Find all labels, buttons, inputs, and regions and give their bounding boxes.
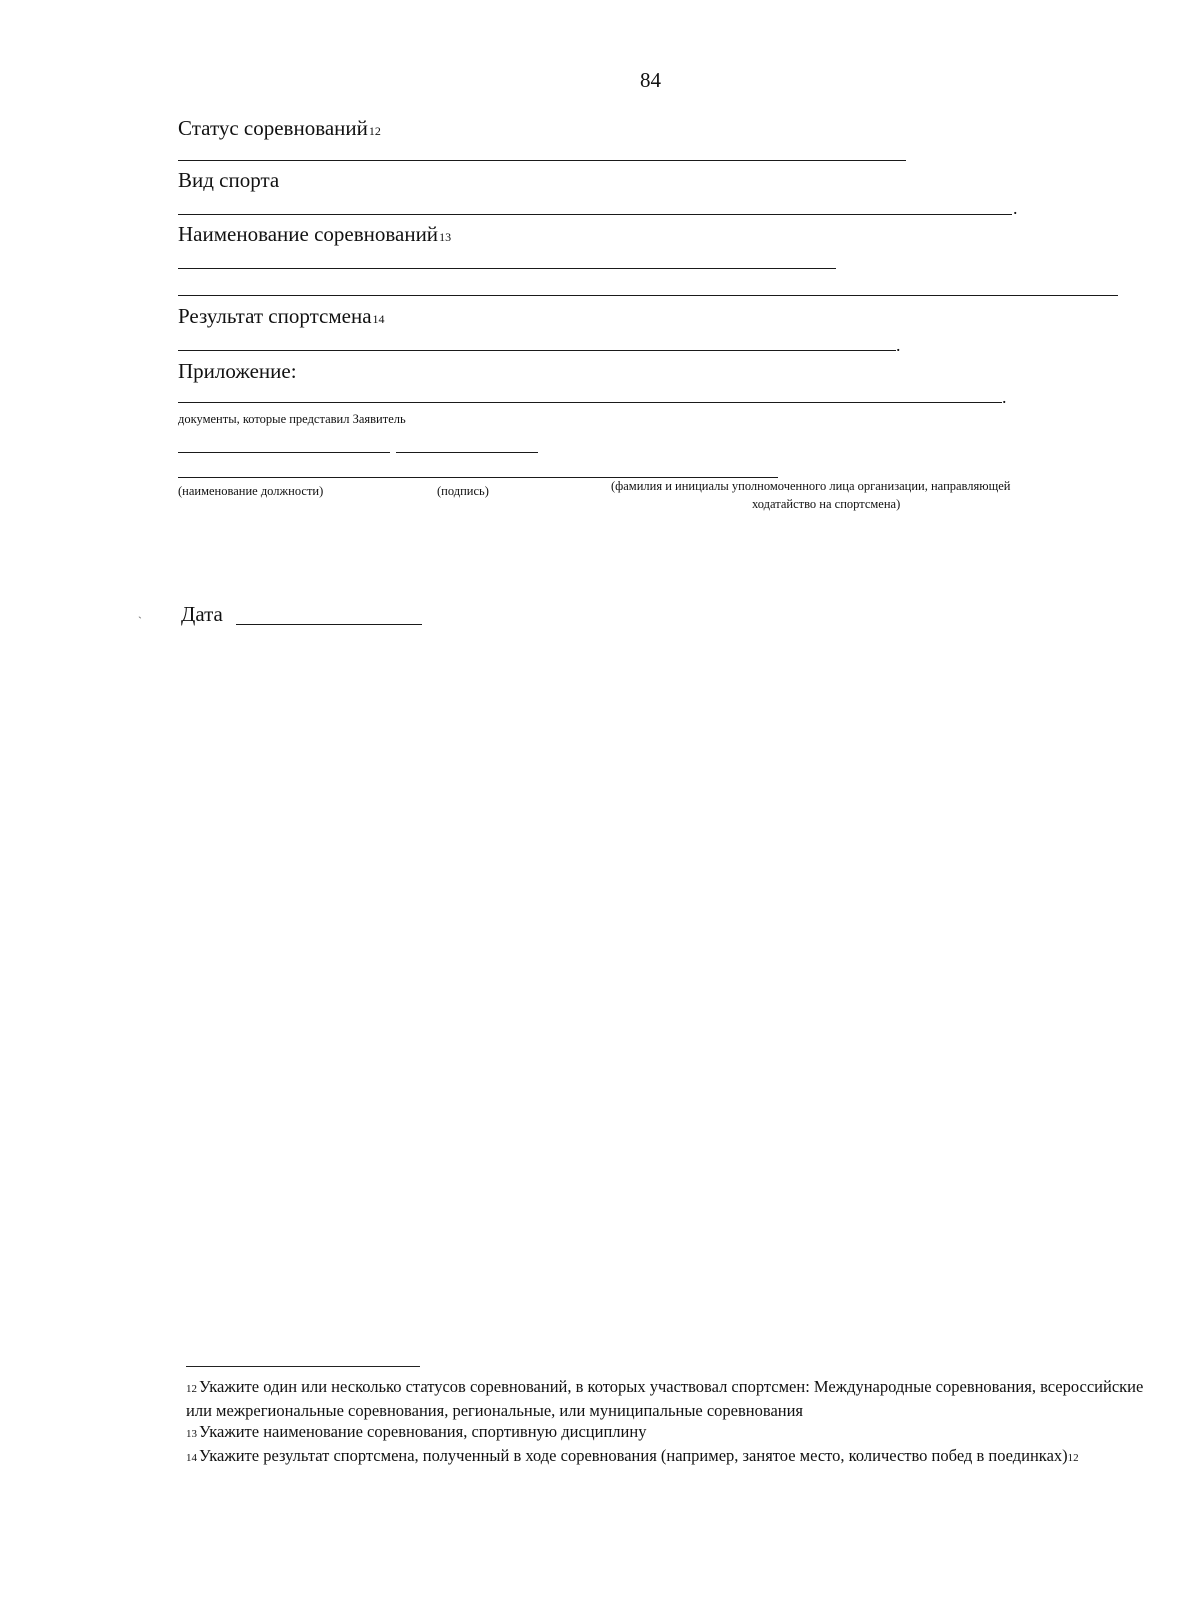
athlete-result-period: .: [896, 335, 901, 355]
footnote-14: [186, 1445, 1146, 1469]
athlete-result-label: Результат спортсмена14: [178, 304, 385, 328]
sport-type-label: Вид спорта: [178, 168, 280, 192]
sport-type-period: .: [1013, 198, 1018, 218]
competition-status-input-line[interactable]: [178, 160, 906, 161]
footnote-14-number: 14: [186, 1452, 197, 1464]
competition-status-label: Статус соревнований12: [178, 116, 381, 140]
name-caption-line-1: (фамилия и инициалы уполномоченного лица организации, направляющей: [611, 479, 1011, 493]
competition-name-input-line-2[interactable]: [178, 295, 1118, 296]
footnote-13-text: Укажите наименование соревнования, спортивную дисциплину: [199, 1422, 647, 1441]
footnote-12-text: Укажите один или несколько статусов соревнований, в которых участвовал спортсмен: Международные соревнования, всероссийские или межрегиональные соревнования, региональные, или муниципальные соревнования: [186, 1377, 1144, 1420]
competition-name-label: Наименование соревнований13: [178, 222, 452, 246]
competition-name-input-line-1[interactable]: [178, 268, 836, 269]
sport-type-input-line[interactable]: [178, 214, 1012, 215]
signature-caption: (подпись): [437, 484, 489, 498]
footnote-separator: [186, 1366, 420, 1367]
footnote-13: [186, 1421, 1146, 1445]
footnote-12: [186, 1376, 1146, 1421]
footnote-ref-13: 13: [439, 230, 452, 244]
attachment-label: Приложение:: [178, 359, 297, 383]
name-caption-line-2: ходатайство на спортсмена): [752, 497, 901, 511]
position-short-line[interactable]: [178, 452, 390, 453]
attachment-input-line[interactable]: [178, 402, 1002, 403]
stray-mark: `: [138, 614, 142, 628]
date-label: Дата: [181, 602, 223, 626]
footnotes: [186, 1376, 1146, 1469]
footnote-14-trailing-ref: 12: [1067, 1452, 1079, 1464]
athlete-result-input-line[interactable]: [178, 350, 896, 351]
date-input-line[interactable]: [236, 624, 422, 625]
footnote-ref-14: 14: [372, 312, 385, 326]
footnote-13-number: 13: [186, 1428, 197, 1440]
footnote-12-number: 12: [186, 1383, 197, 1395]
page-number: 84: [640, 68, 661, 92]
signature-block-line[interactable]: [178, 477, 778, 478]
footnote-ref-12: 12: [368, 124, 381, 138]
attachment-period: .: [1002, 387, 1007, 407]
position-caption: (наименование должности): [178, 484, 324, 498]
signature-short-line[interactable]: [396, 452, 538, 453]
documents-caption: документы, которые представил Заявитель: [178, 412, 406, 426]
footnote-14-text: Укажите результат спортсмена, полученный в ходе соревнования (например, занятое место, количество побед в поединках): [199, 1446, 1068, 1465]
